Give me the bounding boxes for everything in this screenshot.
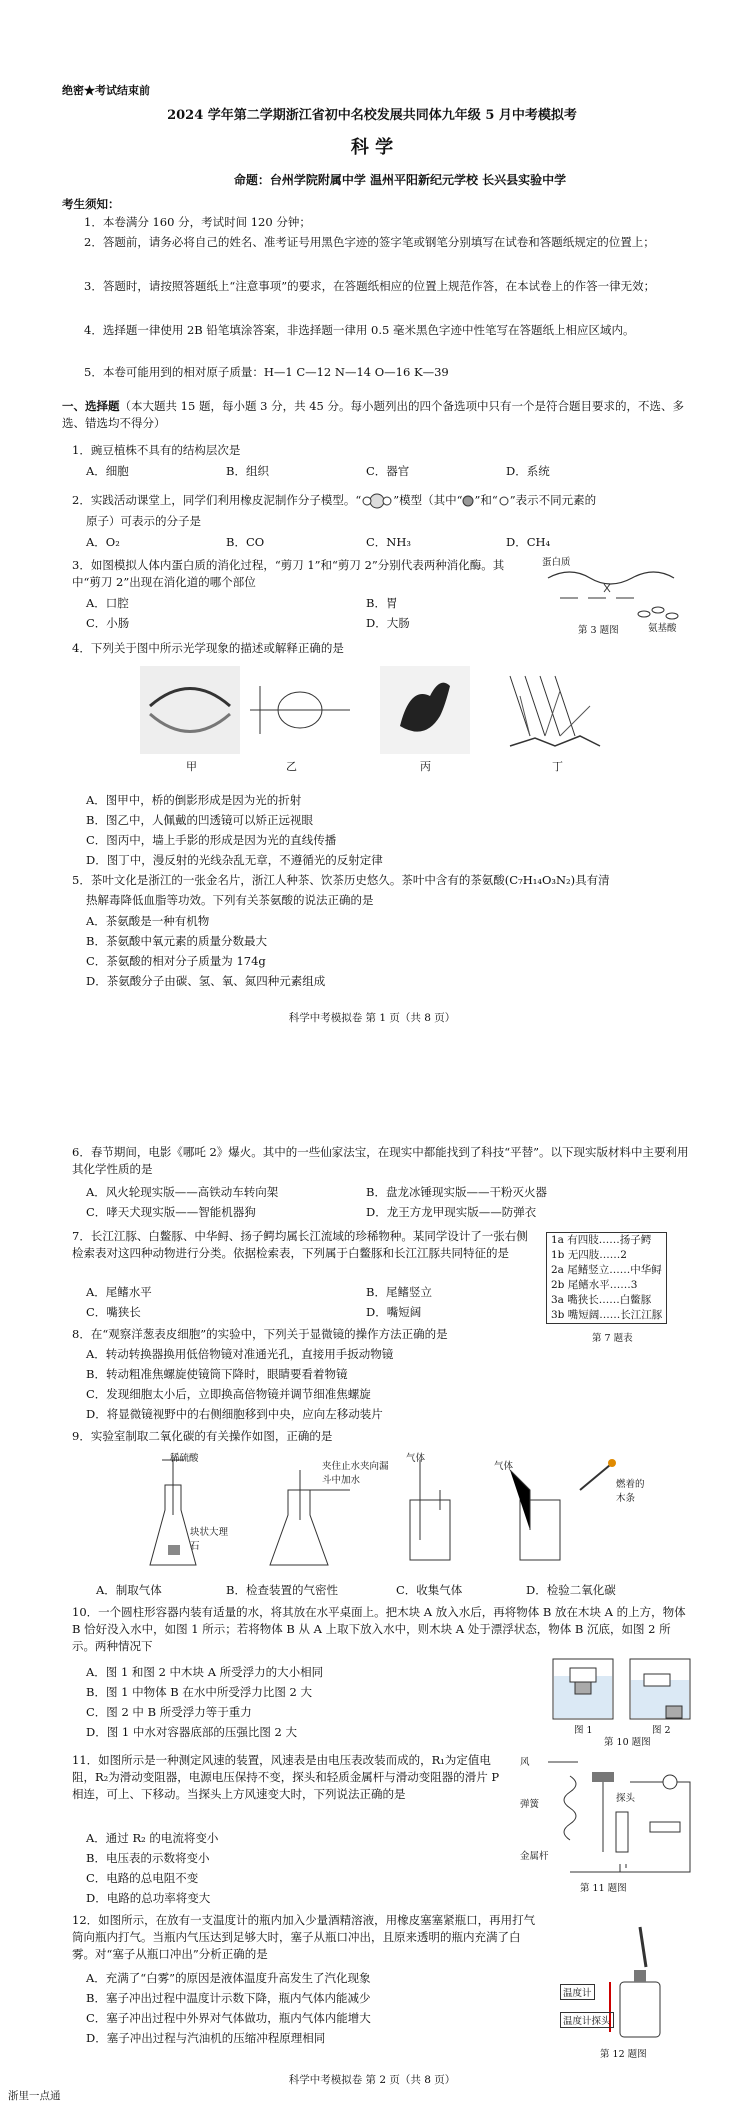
q4-option-d: D．图丁中，漫反射的光线杂乱无章，不遵循光的反射定律: [86, 853, 383, 867]
q3-figure: 蛋白质 氨基酸 第 3 题图: [542, 557, 677, 636]
q11-option-d: D．电路的总功率将变大: [86, 1891, 211, 1905]
q1-option-d: D．系统: [506, 464, 550, 478]
q1-option-b: B．组织: [226, 464, 269, 478]
q4-option-a: A．图甲中，桥的倒影形成是因为光的折射: [86, 793, 302, 807]
q11-option-b: B．电压表的示数将变小: [86, 1851, 210, 1865]
subject-title: 科 学: [350, 137, 394, 158]
q4-figures: 甲 乙 丙 丁: [140, 666, 610, 776]
q8-option-d: D．将显微镜视野中的右侧细胞移到中央，应向左移动装片: [86, 1407, 383, 1421]
q1-option-a: A．细胞: [86, 464, 129, 478]
q6-option-d: D．龙王方龙甲现实版——防弹衣: [366, 1205, 537, 1219]
section1-heading: 一、选择题: [62, 399, 120, 413]
q7-caption: 第 7 题表: [592, 1333, 633, 1344]
q9-stem: 9．实验室制取二氧化碳的有关操作如图，正确的是: [72, 1429, 333, 1443]
q2-option-b: B．CO: [226, 535, 265, 549]
notice-item: 3．答题时，请按照答题纸上“注意事项”的要求，在答题纸相应的位置上规范作答，在本试卷上的作答一律无效；: [84, 279, 656, 293]
q11-option-c: C．电路的总电阻不变: [86, 1871, 199, 1885]
notice-item: 2．答题前，请务必将自己的姓名、准考证号用黑色字迹的签字笔或钢笔分别填写在试卷和答题纸规定的位置上；: [84, 235, 655, 249]
q12-figure: 温度计 温度计探头 第 12 题图: [560, 1922, 700, 2062]
q10-option-b: B．图 1 中物体 B 在水中所受浮力比图 2 大: [86, 1685, 312, 1699]
q6-stem: 6．春节期间，电影《哪吒 2》爆火。其中的一些仙家法宝，在现实中都能找到了科技“平替”。以下现实版材料中主要利用其化学性质的是: [72, 1145, 689, 1176]
q12-stem: 12．如图所示，在放有一支温度计的瓶内加入少量酒精溶液，用橡皮塞塞紧瓶口，再用打气筒向瓶内打气。当瓶内气压达到足够大时，塞子从瓶口冲出，且原来透明的瓶内充满了白雾。对“塞子从瓶口冲出”分析正确的是: [72, 1913, 536, 1961]
q7-option-c: C．嘴狭长: [86, 1305, 141, 1319]
q1-option-c: C．器官: [366, 464, 410, 478]
q8-option-c: C．发现细胞太小后，立即换高倍物镜并调节细准焦螺旋: [86, 1387, 371, 1401]
q5-stem-cont: 热解毒降低血脂等功效。下列有关茶氨酸的说法正确的是: [86, 893, 374, 907]
q4-stem: 4．下列关于图中所示光学现象的描述或解释正确的是: [72, 641, 344, 655]
q10-option-c: C．图 2 中 B 所受浮力等于重力: [86, 1705, 252, 1719]
key-row: 1a 有四肢……扬子鳄: [551, 1234, 652, 1246]
q5-option-d: D．茶氨酸分子由碳、氢、氧、氮四种元素组成: [86, 974, 326, 988]
q5-stem: 5．茶叶文化是浙江的一张金名片，浙江人种茶、饮茶历史悠久。茶叶中含有的茶氨酸(C₇H₁₄O₃N₂)具有清: [72, 873, 610, 887]
notice-item: 4．选择题一律使用 2B 铅笔填涂答案，非选择题一律用 0.5 毫米黑色字迹中性笔写在答题纸上相应区域内。: [84, 323, 635, 337]
key-row: 3a 嘴狭长……白鳖豚: [551, 1294, 652, 1306]
q3-option-b: B．胃: [366, 596, 398, 610]
q8-option-a: A．转动转换器换用低倍物镜对准通光孔，直接用手扳动物镜: [86, 1347, 394, 1361]
notice-heading: 考生须知：: [62, 197, 120, 211]
authors-line: 命题：台州学院附属中学 温州平阳新纪元学校 长兴县实验中学: [233, 173, 567, 187]
exam-title: 2024 学年第二学期浙江省初中名校发展共同体九年级 5 月中考模拟考: [167, 108, 577, 123]
section1-desc: （本大题共 15 题，每小题 3 分，共 45 分。每小题列出的四个备选项中只有一个是符合题目要求的，不选、多选、错选均不得分）: [62, 399, 685, 430]
q12-option-b: B．塞子冲出过程中温度计示数下降，瓶内气体内能减少: [86, 1991, 371, 2005]
optics-figures: [140, 666, 610, 756]
q3-stem: 3．如图模拟人体内蛋白质的消化过程，“剪刀 1”和“剪刀 2”分别代表两种消化酶。其中“剪刀 2”出现在消化道的哪个部位: [72, 558, 505, 589]
notice-item: 5．本卷可能用到的相对原子质量：H—1 C—12 N—14 O—16 K—39: [84, 365, 449, 379]
white-atom-icon: [498, 495, 510, 507]
q11-figure: 风 弹簧 探头 金属杆 第 11 题图: [520, 1752, 700, 1892]
q2-stem-cont: 原子）可表示的分子是: [86, 514, 201, 528]
q2-option-d: D．CH₄: [506, 535, 551, 549]
q6-option-b: B．盘龙冰锤现实版——干粉灭火器: [366, 1185, 547, 1199]
q2-stem: 2．实践活动课堂上，同学们利用橡皮泥制作分子模型。“ ”模型（其中“ ”和“ ”表示不同元素的: [72, 493, 597, 507]
page1-footer: 科学中考模拟卷 第 1 页（共 8 页）: [288, 1012, 456, 1024]
q7-option-d: D．嘴短阔: [366, 1305, 422, 1319]
q1-stem: 1．豌豆植株不具有的结构层次是: [72, 443, 241, 457]
q10-figure: 图 1 图 2 第 10 题图: [548, 1654, 698, 1746]
q7-option-b: B．尾鳍竖立: [366, 1285, 432, 1299]
q10-stem: 10．一个圆柱形容器内装有适量的水，将其放在水平桌面上。把木块 A 放入水后，再将物体 B 放在木块 A 的上方，物体 B 恰好没入水中，如图 1 所示；若将物体 B 从 A 上取下放入水中，则木块 A 处于漂浮状态，物体 B 沉底，如图 2 所示。两种情况下: [72, 1605, 686, 1653]
key-row: 2b 尾鳍水平……3: [551, 1279, 638, 1291]
q2-option-a: A．O₂: [86, 535, 120, 549]
q6-option-a: A．风火轮现实版——高铁动车转向架: [86, 1185, 279, 1199]
q3-option-a: A．口腔: [86, 596, 129, 610]
q12-option-a: A．充满了“白雾”的原因是液体温度升高发生了汽化现象: [86, 1971, 371, 1985]
q10-option-a: A．图 1 和图 2 中木块 A 所受浮力的大小相同: [86, 1665, 324, 1679]
q7-option-a: A．尾鳍水平: [86, 1285, 152, 1299]
q5-option-b: B．茶氨酸中氧元素的质量分数最大: [86, 934, 267, 948]
notice-item: 1．本卷满分 160 分，考试时间 120 分钟；: [84, 215, 311, 229]
q10-option-d: D．图 1 中水对容器底部的压强比图 2 大: [86, 1725, 297, 1739]
molecule-model-icon: [361, 493, 393, 509]
q12-option-c: C．塞子冲出过程中外界对气体做功，瓶内气体内能增大: [86, 2011, 371, 2025]
q4-option-b: B．图乙中，人佩戴的凹透镜可以矫正远视眼: [86, 813, 313, 827]
q9-option-b: B．检查装置的气密性: [226, 1583, 338, 1597]
watermark: 浙里一点通: [8, 2090, 61, 2102]
q4-option-c: C．图丙中，墙上手影的形成是因为光的直线传播: [86, 833, 337, 847]
page2-footer: 科学中考模拟卷 第 2 页（共 8 页）: [288, 2074, 456, 2086]
q3-option-c: C．小肠: [86, 616, 130, 630]
key-row: 2a 尾鳍竖立……中华鲟: [551, 1264, 662, 1276]
q12-option-d: D．塞子冲出过程与汽油机的压缩冲程原理相同: [86, 2031, 326, 2045]
q3-option-d: D．大肠: [366, 616, 410, 630]
key-row: 3b 嘴短阔……长江江豚: [551, 1309, 663, 1321]
q11-stem: 11．如图所示是一种测定风速的装置，风速表是由电压表改装而成的，R₁为定值电阻，R₂为滑动变阻器，电源电压保持不变，探头和轻质金属杆与滑动变阻器的滑片 P 相连，可上、下移动。当探头上方风速变大时，下列说法正确的是: [72, 1753, 500, 1801]
q5-option-c: C．茶氨酸的相对分子质量为 174g: [86, 954, 266, 968]
q8-stem: 8．在“观察洋葱表皮细胞”的实验中，下列关于显微镜的操作方法正确的是: [72, 1327, 448, 1341]
q5-option-a: A．茶氨酸是一种有机物: [86, 914, 210, 928]
q7-stem: 7．长江江豚、白鳖豚、中华鲟、扬子鳄均属长江流域的珍稀物种。某同学设计了一张右侧检索表对这四种动物进行分类。依据检索表，下列属于白鳖豚和长江江豚共同特征的是: [72, 1229, 528, 1260]
shaded-atom-icon: [462, 495, 474, 507]
q9-option-d: D．检验二氧化碳: [526, 1583, 616, 1597]
q9-figures: 稀硫酸 块状大理石 夹住止水夹向漏斗中加水 气体 气体 燃着的木条: [110, 1450, 650, 1575]
q9-option-c: C．收集气体: [396, 1583, 463, 1597]
secret-label: 绝密★考试结束前: [62, 84, 150, 97]
key-row: 1b 无四肢……2: [551, 1249, 627, 1261]
q9-option-a: A．制取气体: [96, 1583, 162, 1597]
q8-option-b: B．转动粗准焦螺旋使镜筒下降时，眼睛要看着物镜: [86, 1367, 348, 1381]
q6-option-c: C．哮天犬现实版——智能机器狗: [86, 1205, 256, 1219]
q2-option-c: C．NH₃: [366, 535, 412, 549]
q11-option-a: A．通过 R₂ 的电流将变小: [86, 1831, 219, 1845]
section1-intro: [62, 398, 692, 432]
q7-key-table: [546, 1232, 667, 1324]
